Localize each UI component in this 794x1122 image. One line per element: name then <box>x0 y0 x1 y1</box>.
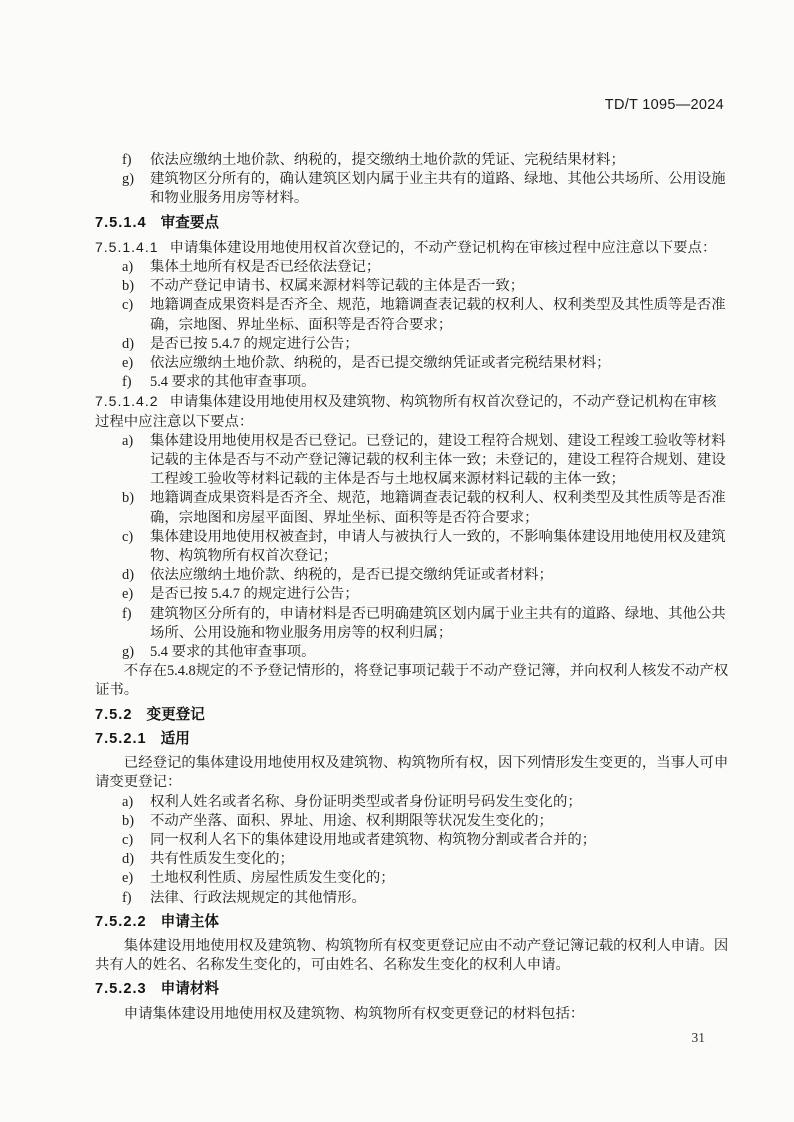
list-item <box>95 354 729 373</box>
list-item <box>95 528 729 566</box>
list-item <box>95 170 729 208</box>
list-item-marker: c) <box>122 297 134 314</box>
list-751412 <box>95 432 729 662</box>
list-item-marker: c) <box>122 528 134 545</box>
page-number: 31 <box>691 1030 705 1045</box>
list-item <box>95 432 729 490</box>
list-item-marker: f) <box>122 152 132 168</box>
list-item-marker: d) <box>122 335 134 352</box>
clause-text: 申请集体建设用地使用权及建筑物、构筑物所有权首次登记的，不动产登记机构在审核过程中应注意以下要点： <box>95 394 717 430</box>
list-item-marker: f) <box>122 605 132 622</box>
list-item-text: 是否已按 5.4.7 的规定进行公告； <box>150 335 359 352</box>
page-content <box>95 151 729 1024</box>
list-item-marker: e) <box>122 355 134 372</box>
list-item <box>95 793 729 812</box>
list-item <box>95 585 729 604</box>
list-item <box>95 643 729 662</box>
list-item <box>95 151 729 170</box>
list-item-text: 5.4 要求的其他审查事项。 <box>150 644 316 661</box>
list-item-text: 是否已按 5.4.7 的规定进行公告； <box>150 586 359 603</box>
list-item-text: 不动产坐落、面积、界址、用途、权利期限等状况发生变化的； <box>150 812 553 829</box>
list-item <box>95 296 729 334</box>
list-item-marker: b) <box>122 278 134 295</box>
list-item-text: 建筑物区分所有的，申请材料是否已明确建筑区划内属于业主共有的道路、绿地、其他公共场所、公用设施和物业服务用房等的权利归属； <box>150 605 726 641</box>
list-item-text: 不动产登记申请书、权属来源材料等记载的主体是否一致； <box>150 278 525 295</box>
list-item <box>95 869 729 888</box>
list-item <box>95 335 729 354</box>
list-item-text: 土地权利性质、房屋性质发生变化的； <box>150 870 395 887</box>
list-item <box>95 831 729 850</box>
list-item <box>95 258 729 277</box>
list-item-marker: a) <box>122 793 134 810</box>
list-item <box>95 277 729 296</box>
list-item <box>95 850 729 869</box>
section-title: 申请材料 <box>160 981 220 998</box>
list-item-marker: a) <box>122 432 134 449</box>
section-title: 审查要点 <box>160 214 220 231</box>
list-item-text: 集体建设用地使用权被查封，申请人与被执行人一致的，不影响集体建设用地使用权及建筑物、构筑物所有权首次登记； <box>150 528 726 565</box>
list-item-marker: d) <box>122 567 134 584</box>
paragraph-registration-conclusion: 不存在5.4.8规定的不予登记情形的，将登记事项记载于不动产登记簿，并向权利人核发不动产权证书。 <box>95 663 729 699</box>
section-title: 适用 <box>160 730 190 747</box>
list-item <box>95 373 729 392</box>
list-item-marker: e) <box>122 586 134 603</box>
list-item-marker: e) <box>122 870 134 887</box>
section-heading-7521 <box>95 730 729 749</box>
list-751411 <box>95 258 729 392</box>
list-item <box>95 889 729 908</box>
clause-751411 <box>95 238 729 258</box>
section-heading-752 <box>95 706 729 725</box>
list-item-marker: b) <box>122 812 134 829</box>
document-code: TD/T 1095—2024 <box>604 97 724 113</box>
list-item-text: 同一权利人名下的集体建设用地或者建筑物、构筑物分割或者合并的； <box>150 831 597 848</box>
clause-number: 7.5.1.4.1 <box>95 238 159 255</box>
document-code-header <box>95 96 724 115</box>
list-item-marker: f) <box>122 374 132 391</box>
list-item-text: 地籍调查成果资料是否齐全、规范，地籍调查表记载的权利人、权利类型及其性质等是否准确，宗地图、界址坐标、面积等是否符合要求； <box>150 297 726 333</box>
section-number: 7.5.2.2 <box>95 913 147 930</box>
list-item-text: 法律、行政法规规定的其他情形。 <box>150 889 366 906</box>
list-item-marker: g) <box>122 644 134 661</box>
list-item-text: 建筑物区分所有的，确认建筑区划内属于业主共有的道路、绿地、其他公共场所、公用设施和物业服务用房等材料。 <box>150 171 726 207</box>
clause-text: 申请集体建设用地使用权首次登记的，不动产登记机构在审核过程中应注意以下要点： <box>169 239 717 256</box>
section-number: 7.5.2.3 <box>95 981 147 998</box>
list-7521 <box>95 793 729 908</box>
list-item-marker: g) <box>122 171 134 188</box>
list-item-text: 共有性质发生变化的； <box>150 851 294 868</box>
clause-number: 7.5.1.4.2 <box>95 393 159 410</box>
list-carryover <box>95 151 729 209</box>
list-item-text: 集体土地所有权是否已经依法登记； <box>150 259 381 276</box>
list-item-marker: c) <box>122 831 134 848</box>
list-item-text: 地籍调查成果资料是否齐全、规范，地籍调查表记载的权利人、权利类型及其性质等是否准确，宗地图和房屋平面图、界址坐标、面积等是否符合要求； <box>150 490 726 526</box>
list-item-marker: d) <box>122 851 134 868</box>
list-item-text: 权利人姓名或者名称、身份证明类型或者身份证明号码发生变化的； <box>150 793 582 810</box>
section-title: 申请主体 <box>160 913 220 930</box>
list-item-text: 集体建设用地使用权是否已登记。已登记的，建设工程符合规划、建设工程竣工验收等材料记载的主体是否与不动产登记簿记载的权利主体一致；未登记的，建设工程符合规划、建设工程竣工验收等材料记载的主体是否与土地权属来源材料记载的主体一致； <box>150 432 726 488</box>
list-item-text: 依法应缴纳土地价款、纳税的，是否已提交缴纳凭证或者材料； <box>150 567 553 584</box>
section-number: 7.5.2 <box>95 706 133 723</box>
clause-751412 <box>95 392 729 431</box>
list-item-text: 依法应缴纳土地价款、纳税的，提交缴纳土地价款的凭证、完税结果材料； <box>150 152 625 168</box>
list-item-marker: f) <box>122 889 132 906</box>
section-heading-7522 <box>95 913 729 932</box>
paragraph-materials-intro: 申请集体建设用地使用权及建筑物、构筑物所有权变更登记的材料包括： <box>123 1005 585 1022</box>
list-item <box>95 605 729 643</box>
list-item <box>95 489 729 527</box>
paragraph-application-subject: 集体建设用地使用权及建筑物、构筑物所有权变更登记应由不动产登记簿记载的权利人申请。因共有人的姓名、名称发生变化的，可由姓名、名称发生变化的权利人申请。 <box>95 937 729 974</box>
section-heading-7514 <box>95 214 729 233</box>
list-item-text: 依法应缴纳土地价款、纳税的，是否已提交缴纳凭证或者完税结果材料； <box>150 355 611 372</box>
paragraph-change-intro: 已经登记的集体建设用地使用权及建筑物、构筑物所有权，因下列情形发生变更的，当事人可申请变更登记： <box>95 755 729 791</box>
list-item <box>95 812 729 831</box>
list-item-text: 5.4 要求的其他审查事项。 <box>150 374 316 391</box>
section-number: 7.5.2.1 <box>95 730 147 747</box>
section-number: 7.5.1.4 <box>95 214 147 231</box>
section-heading-7523 <box>95 980 729 999</box>
list-item <box>95 566 729 585</box>
list-item-marker: b) <box>122 490 134 507</box>
list-item-marker: a) <box>122 259 134 276</box>
section-title: 变更登记 <box>146 706 205 723</box>
